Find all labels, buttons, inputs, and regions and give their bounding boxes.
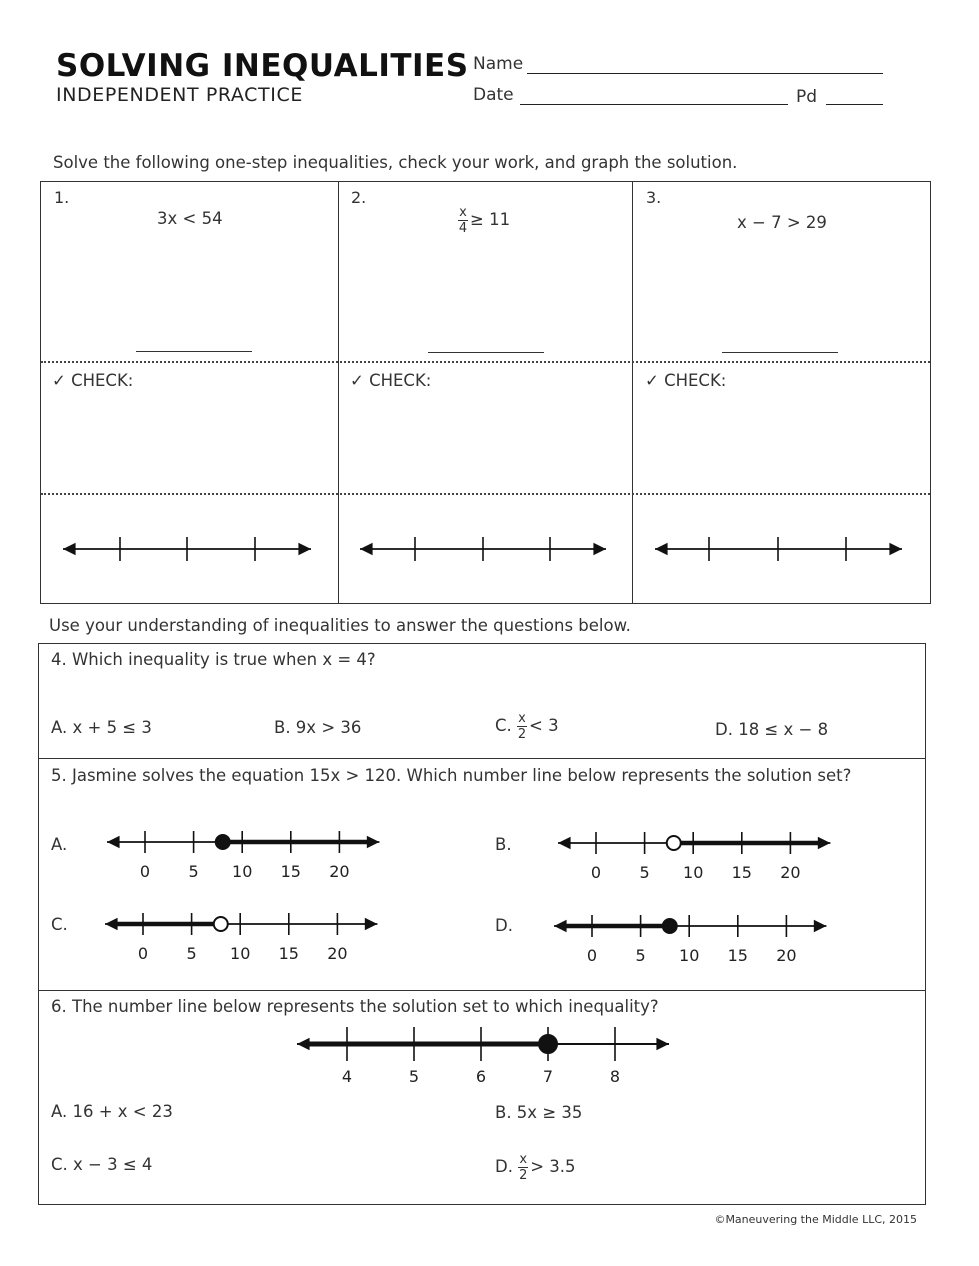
tick-label: 0 xyxy=(586,946,598,965)
tick-label: 20 xyxy=(327,944,348,963)
question-5: 5. Jasmine solves the equation 15x > 120. Which number line below represents the solution set? xyxy=(51,766,852,785)
tick-label: 20 xyxy=(780,863,801,882)
problem-number: 2. xyxy=(351,188,367,207)
worksheet-subtitle: INDEPENDENT PRACTICE xyxy=(56,84,303,106)
tick-label: 0 xyxy=(137,944,149,963)
q4-option-a[interactable]: A. x + 5 ≤ 3 xyxy=(51,718,152,737)
tick-label: 15 xyxy=(280,862,301,881)
tick-label: 15 xyxy=(727,946,748,965)
q6-option-b[interactable]: B. 5x ≥ 35 xyxy=(495,1103,583,1122)
tick-label: 10 xyxy=(232,862,253,881)
q5-option-b[interactable]: B. xyxy=(495,835,512,854)
tick-label: 5 xyxy=(408,1067,420,1086)
tick-label: 5 xyxy=(188,862,199,881)
question-4: 4. Which inequality is true when x = 4? xyxy=(51,650,376,669)
check-label: ✓ CHECK: xyxy=(350,371,432,390)
tick-label: 10 xyxy=(230,944,251,963)
fraction: $\frac{x}{2}$ xyxy=(519,1152,528,1183)
arrow-head xyxy=(656,1038,669,1051)
fraction: $\frac{x}{2}$ xyxy=(517,711,527,742)
q6-option-d[interactable]: D. $\frac{x}{2}$ > 3.5 xyxy=(495,1152,576,1183)
name-label: Name xyxy=(473,54,524,74)
q6-option-a[interactable]: A. 16 + x < 23 xyxy=(51,1102,173,1121)
worksheet-title: SOLVING INEQUALITIES xyxy=(56,48,469,84)
section2-instructions: Use your understanding of inequalities to answer the questions below. xyxy=(49,616,631,635)
tick-label: 10 xyxy=(679,946,700,965)
tick-label: 20 xyxy=(329,862,350,881)
q4-option-d[interactable]: D. 18 ≤ x − 8 xyxy=(715,720,829,739)
tick-label: 0 xyxy=(139,862,151,881)
fraction: $\frac{x}{4}$ xyxy=(458,205,468,236)
q5-option-a[interactable]: A. xyxy=(51,835,68,854)
solution-point xyxy=(539,1035,557,1053)
q4-option-b[interactable]: B. 9x > 36 xyxy=(274,718,362,737)
tick-label: 15 xyxy=(731,863,752,882)
q4-option-c[interactable]: C. $\frac{x}{2}$ < 3 xyxy=(495,711,559,742)
tick-label: 5 xyxy=(635,946,646,965)
problem-number: 3. xyxy=(646,188,662,207)
tick-label: 4 xyxy=(341,1067,353,1086)
q5-option-d[interactable]: D. xyxy=(495,916,513,935)
check-label: ✓ CHECK: xyxy=(645,371,727,390)
tick-label: 6 xyxy=(475,1067,487,1086)
tick-label: 15 xyxy=(278,944,299,963)
question-6: 6. The number line below represents the solution set to which inequality? xyxy=(51,997,659,1016)
date-label: Date xyxy=(473,85,514,105)
tick-label: 10 xyxy=(683,863,704,882)
check-label: ✓ CHECK: xyxy=(52,371,134,390)
tick-label: 8 xyxy=(609,1067,621,1086)
problem-expression: $\frac{x}{4}$ ≥ 11 xyxy=(458,205,511,236)
tick-label: 0 xyxy=(590,863,602,882)
tick-label: 7 xyxy=(542,1067,554,1086)
problem-expression: x − 7 > 29 xyxy=(737,213,827,232)
tick-label: 20 xyxy=(776,946,797,965)
problem-number: 1. xyxy=(54,188,70,207)
problem-expression: 3x < 54 xyxy=(157,209,223,228)
tick-label: 5 xyxy=(186,944,197,963)
section1-instructions: Solve the following one-step inequalities, check your work, and graph the solution. xyxy=(53,153,738,172)
q5-option-c[interactable]: C. xyxy=(51,915,68,934)
q6-option-c[interactable]: C. x − 3 ≤ 4 xyxy=(51,1155,153,1174)
copyright: ©Maneuvering the Middle LLC, 2015 xyxy=(714,1213,917,1226)
tick-label: 5 xyxy=(639,863,650,882)
period-label: Pd xyxy=(796,87,818,107)
